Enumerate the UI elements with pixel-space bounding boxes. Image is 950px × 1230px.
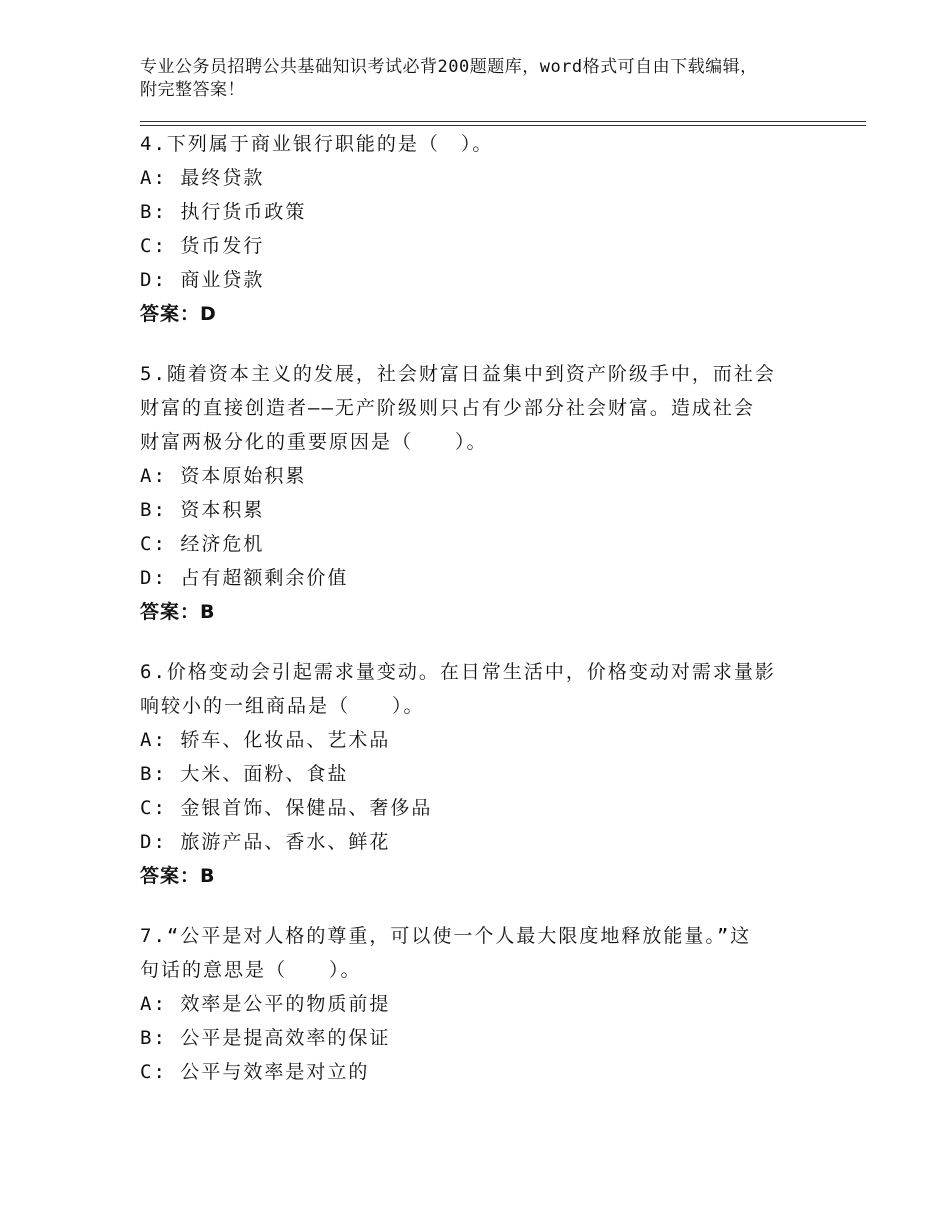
question-5	[140, 357, 820, 629]
question-stem: 6.价格变动会引起需求量变动。在日常生活中，价格变动对需求量影	[140, 661, 776, 683]
option-a: A: 资本原始积累	[140, 465, 307, 487]
option-c: C: 金银首饰、保健品、奢侈品	[140, 797, 433, 819]
question-list	[140, 127, 820, 1115]
question-stem: 财富的直接创造者——无产阶级则只占有少部分社会财富。造成社会	[140, 397, 755, 419]
option-d: D: 旅游产品、香水、鲜花	[140, 831, 391, 853]
header-divider-bottom	[140, 125, 866, 126]
option-c: C: 货币发行	[140, 235, 265, 257]
option-a: A: 轿车、化妆品、艺术品	[140, 729, 391, 751]
document-header	[140, 56, 840, 102]
option-b: B: 公平是提高效率的保证	[140, 1027, 391, 1049]
option-d: D: 商业贷款	[140, 269, 265, 291]
answer-label: 答案：B	[140, 865, 216, 887]
question-stem: 句话的意思是（ ）。	[140, 959, 362, 981]
question-7	[140, 919, 820, 1089]
header-line-2: 附完整答案！	[140, 80, 245, 100]
answer-label: 答案：B	[140, 601, 216, 623]
question-stem: 7.“公平是对人格的尊重，可以使一个人最大限度地释放能量。”这	[140, 925, 752, 947]
option-b: B: 执行货币政策	[140, 201, 307, 223]
question-4	[140, 127, 820, 331]
option-d: D: 占有超额剩余价值	[140, 567, 349, 589]
option-a: A: 最终贷款	[140, 167, 265, 189]
header-divider-top	[140, 121, 866, 122]
option-b: B: 大米、面粉、食盐	[140, 763, 349, 785]
answer-label: 答案：D	[140, 303, 217, 325]
question-stem: 响较小的一组商品是（ ）。	[140, 695, 425, 717]
option-c: C: 公平与效率是对立的	[140, 1061, 370, 1083]
question-stem: 5.随着资本主义的发展，社会财富日益集中到资产阶级手中，而社会	[140, 363, 776, 385]
question-stem: 4.下列属于商业银行职能的是（ ）。	[140, 133, 494, 155]
header-line-1: 专业公务员招聘公共基础知识考试必背200题题库，word格式可自由下载编辑，	[140, 57, 758, 77]
question-6	[140, 655, 820, 893]
option-c: C: 经济危机	[140, 533, 265, 555]
question-stem: 财富两极分化的重要原因是（ ）。	[140, 431, 488, 453]
option-b: B: 资本积累	[140, 499, 265, 521]
option-a: A: 效率是公平的物质前提	[140, 993, 391, 1015]
